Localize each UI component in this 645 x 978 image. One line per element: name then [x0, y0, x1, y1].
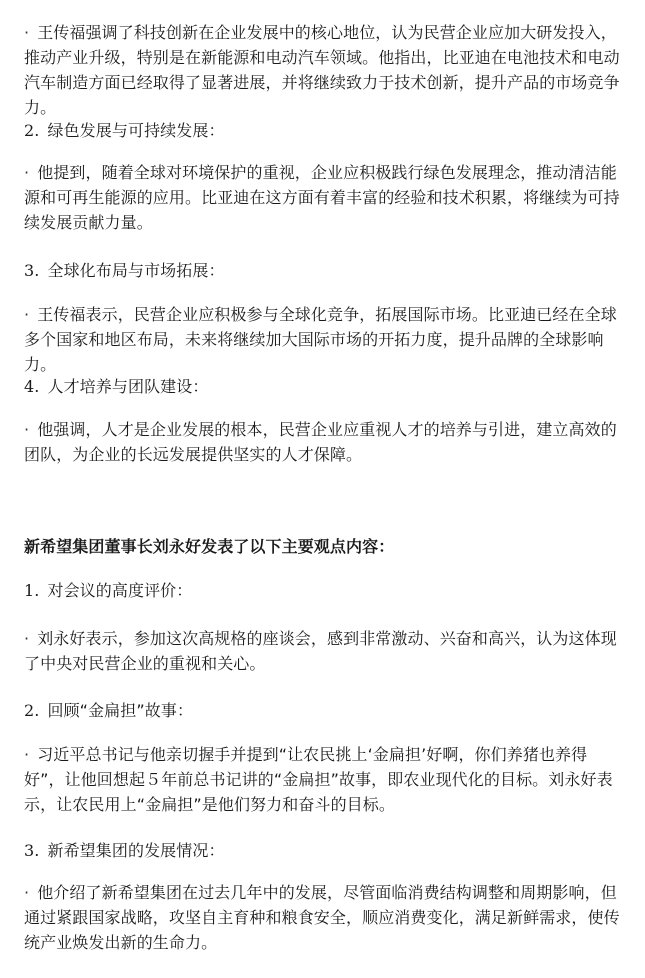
bullet-paragraph	[24, 626, 624, 676]
bullet-dot: ·	[24, 883, 30, 902]
bullet-text: 他介绍了新希望集团在过去几年中的发展，尽管面临消费结构调整和周期影响，但通过紧跟国家战略，攻坚自主育种和粮食安全，顺应消费变化，满足新鲜需求，使传统产业焕发出新的生命力。	[24, 883, 620, 952]
heading-number: 4.	[24, 377, 40, 396]
bullet-dot: ·	[24, 163, 30, 182]
bullet-paragraph	[24, 880, 624, 955]
heading-number: 3.	[24, 841, 40, 860]
bullet-dot: ·	[24, 420, 30, 439]
numbered-heading	[24, 258, 225, 283]
heading-text: 人才培养与团队建设：	[47, 377, 209, 396]
bullet-paragraph	[24, 417, 624, 467]
bullet-text: 王传福强调了科技创新在企业发展中的核心地位，认为民营企业应加大研发投入，推动产业升级，特别是在新能源和电动汽车领域。他指出，比亚迪在电池技术和电动汽车制造方面已经取得了显著进展，并将继续致力于技术创新，提升产品的市场竞争力。	[24, 23, 620, 117]
heading-number: 3.	[24, 261, 40, 280]
bullet-dot: ·	[24, 629, 30, 648]
bullet-text: 他强调，人才是企业发展的根本，民营企业应重视人才的培养与引进，建立高效的团队，为企业的长远发展提供坚实的人才保障。	[24, 420, 617, 464]
bullet-dot: ·	[24, 745, 30, 764]
bullet-paragraph	[24, 160, 624, 235]
bullet-paragraph	[24, 302, 624, 377]
numbered-heading	[24, 374, 208, 399]
bullet-text: 习近平总书记与他亲切握手并提到“让农民挑上‘金扁担’好啊，你们养猪也养得好”，让他回想起５年前总书记讲的“金扁担”故事，即农业现代化的目标。刘永好表示，让农民用上“金扁担”是他们努力和奋斗的目标。	[24, 745, 613, 814]
numbered-heading	[24, 838, 225, 863]
heading-text: 对会议的高度评价：	[47, 581, 193, 600]
heading-number: 1.	[24, 581, 40, 600]
bullet-text: 他提到，随着全球对环境保护的重视，企业应积极践行绿色发展理念，推动清洁能源和可再生能源的应用。比亚迪在这方面有着丰富的经验和技术积累，将继续为可持续发展贡献力量。	[24, 163, 620, 232]
bullet-dot: ·	[24, 23, 30, 42]
bullet-text: 王传福表示，民营企业应积极参与全球化竞争，拓展国际市场。比亚迪已经在全球多个国家和地区布局，未来将继续加大国际市场的开拓力度，提升品牌的全球影响力。	[24, 305, 617, 374]
heading-text: 全球化布局与市场拓展：	[47, 261, 225, 280]
heading-number: 2.	[24, 701, 40, 720]
numbered-heading	[24, 578, 192, 603]
heading-text: 新希望集团的发展情况：	[47, 841, 225, 860]
heading-number: 2.	[24, 121, 40, 140]
numbered-heading	[24, 698, 193, 723]
bullet-text: 刘永好表示，参加这次高规格的座谈会，感到非常激动、兴奋和高兴，认为这体现了中央对民营企业的重视和关心。	[24, 629, 617, 673]
bullet-dot: ·	[24, 305, 30, 324]
bullet-paragraph	[24, 742, 624, 817]
heading-text: 回顾“金扁担”故事：	[47, 701, 194, 720]
numbered-heading	[24, 118, 225, 143]
bullet-paragraph	[24, 20, 624, 120]
heading-text: 绿色发展与可持续发展：	[47, 121, 225, 140]
section-title: 新希望集团董事长刘永好发表了以下主要观点内容：	[24, 537, 395, 556]
